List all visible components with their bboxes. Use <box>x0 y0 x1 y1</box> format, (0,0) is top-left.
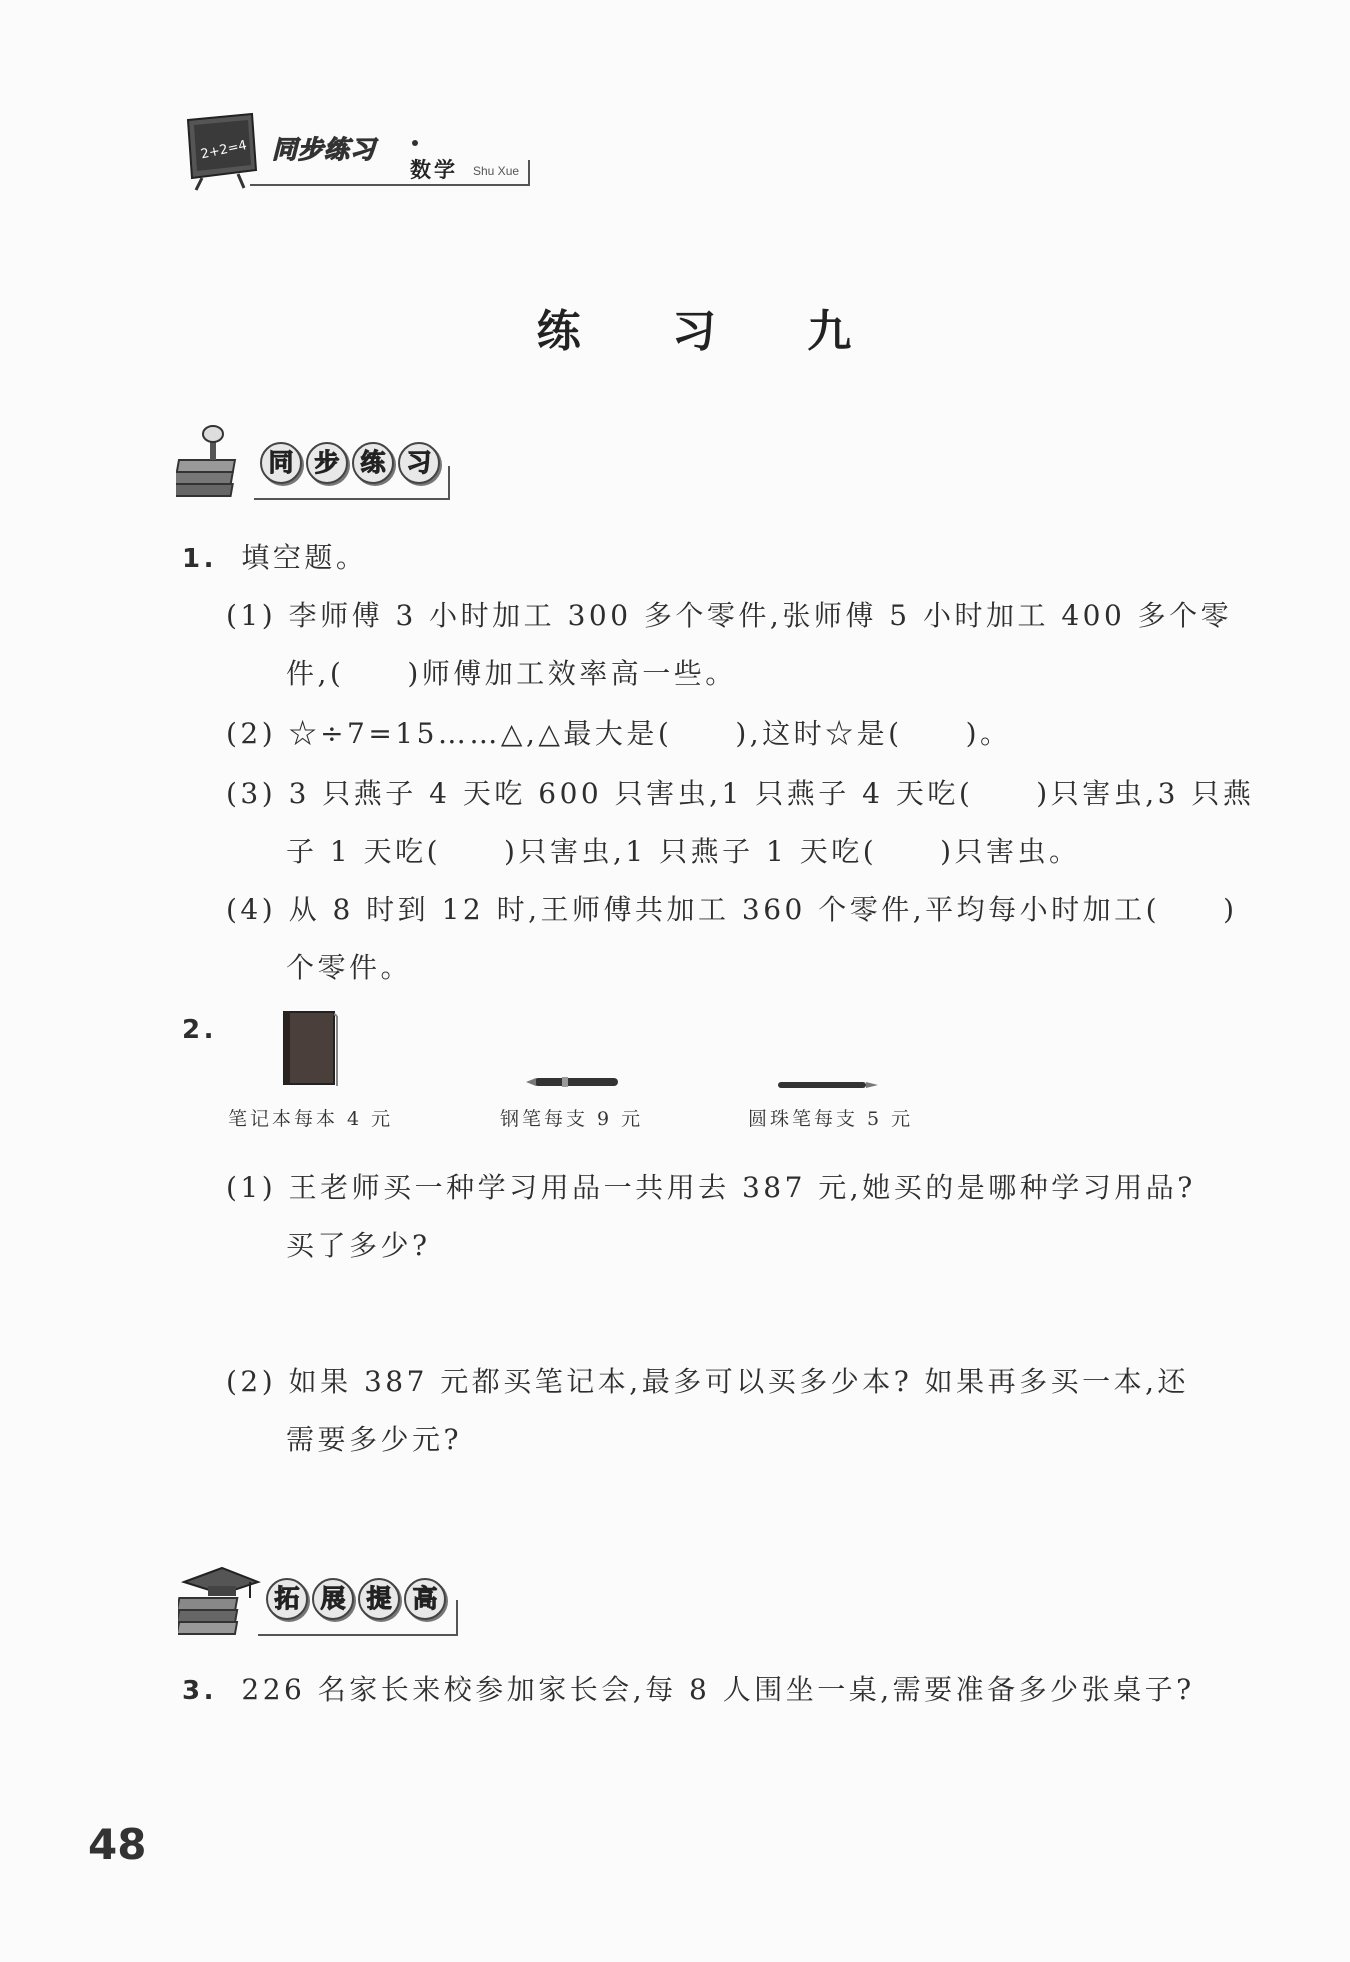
header-rule <box>250 184 530 186</box>
subject-pinyin: Shu Xue <box>473 164 520 178</box>
q2-sub1-line2: 买了多少? <box>286 1229 431 1262</box>
item-caption: 笔记本每本 4 元 <box>228 1108 394 1130</box>
banner-rule <box>258 1634 458 1636</box>
banner-char: 同 <box>260 442 302 484</box>
banner-char: 习 <box>398 442 440 484</box>
banner-char: 步 <box>306 442 348 484</box>
item-caption: 圆珠笔每支 5 元 <box>748 1108 914 1130</box>
page-number: 48 <box>88 1820 147 1869</box>
books-cap-icon <box>178 1560 262 1638</box>
banner-char: 展 <box>312 1578 354 1620</box>
q1-sub1-line1: (1) 李师傅 3 小时加工 300 多个零件,张师傅 5 小时加工 400 多个零 <box>226 599 1233 632</box>
q2-sub1-line1: (1) 王老师买一种学习用品一共用去 387 元,她买的是哪种学习用品? <box>226 1171 1196 1204</box>
question-3 <box>182 1672 1195 1709</box>
banner-char: 练 <box>352 442 394 484</box>
q1-sub3-line1: (3) 3 只燕子 4 天吃 600 只害虫,1 只燕子 4 天吃( )只害虫,3 只燕 <box>226 777 1255 810</box>
q1-sub3-line2: 子 1 天吃( )只害虫,1 只燕子 1 天吃( )只害虫。 <box>286 835 1081 868</box>
extension-banner <box>266 1578 446 1620</box>
ballpoint-pen-icon <box>776 1076 878 1088</box>
q2-sub2-line2: 需要多少元? <box>286 1423 463 1456</box>
q1-sub4-line1: (4) 从 8 时到 12 时,王师傅共加工 360 个零件,平均每小时加工( ) <box>226 893 1238 926</box>
q1-sub2-line1: (2) ☆÷7=15……△,△最大是( ),这时☆是( )。 <box>226 717 1012 750</box>
books-lamp-icon <box>176 420 254 502</box>
board-text: 2+2=4 <box>199 137 249 163</box>
q2-sub2-line1: (2) 如果 387 元都买笔记本,最多可以买多少本? 如果再多买一本,还 <box>226 1365 1190 1398</box>
banner-rule <box>254 498 450 500</box>
q1-sub1-line2: 件,( )师傅加工效率高一些。 <box>286 657 737 690</box>
question-number: 1. <box>182 544 217 574</box>
page-title: 练 习 九 <box>536 306 890 357</box>
question-1 <box>182 540 367 577</box>
fountain-pen-icon <box>526 1074 622 1090</box>
banner-rule-end <box>456 1600 458 1636</box>
header-dot <box>412 140 418 146</box>
banner-char: 拓 <box>266 1578 308 1620</box>
question-text: 226 名家长来校参加家长会,每 8 人围坐一桌,需要准备多少张桌子? <box>241 1673 1195 1706</box>
series-title: 同步练习 <box>272 135 377 164</box>
banner-rule-end <box>448 466 450 500</box>
q1-sub4-line2: 个零件。 <box>286 951 413 984</box>
banner-char: 高 <box>404 1578 446 1620</box>
practice-banner <box>260 442 440 484</box>
question-text: 填空题。 <box>241 541 368 574</box>
blackboard-icon <box>182 112 262 192</box>
notebook-icon <box>280 1008 340 1088</box>
item-caption: 钢笔每支 9 元 <box>500 1108 644 1130</box>
question-number: 2. <box>182 1015 217 1045</box>
banner-char: 提 <box>358 1578 400 1620</box>
question-number: 3. <box>182 1676 217 1706</box>
subject-label: 数学 <box>410 158 458 182</box>
header-rule-end <box>528 160 530 186</box>
